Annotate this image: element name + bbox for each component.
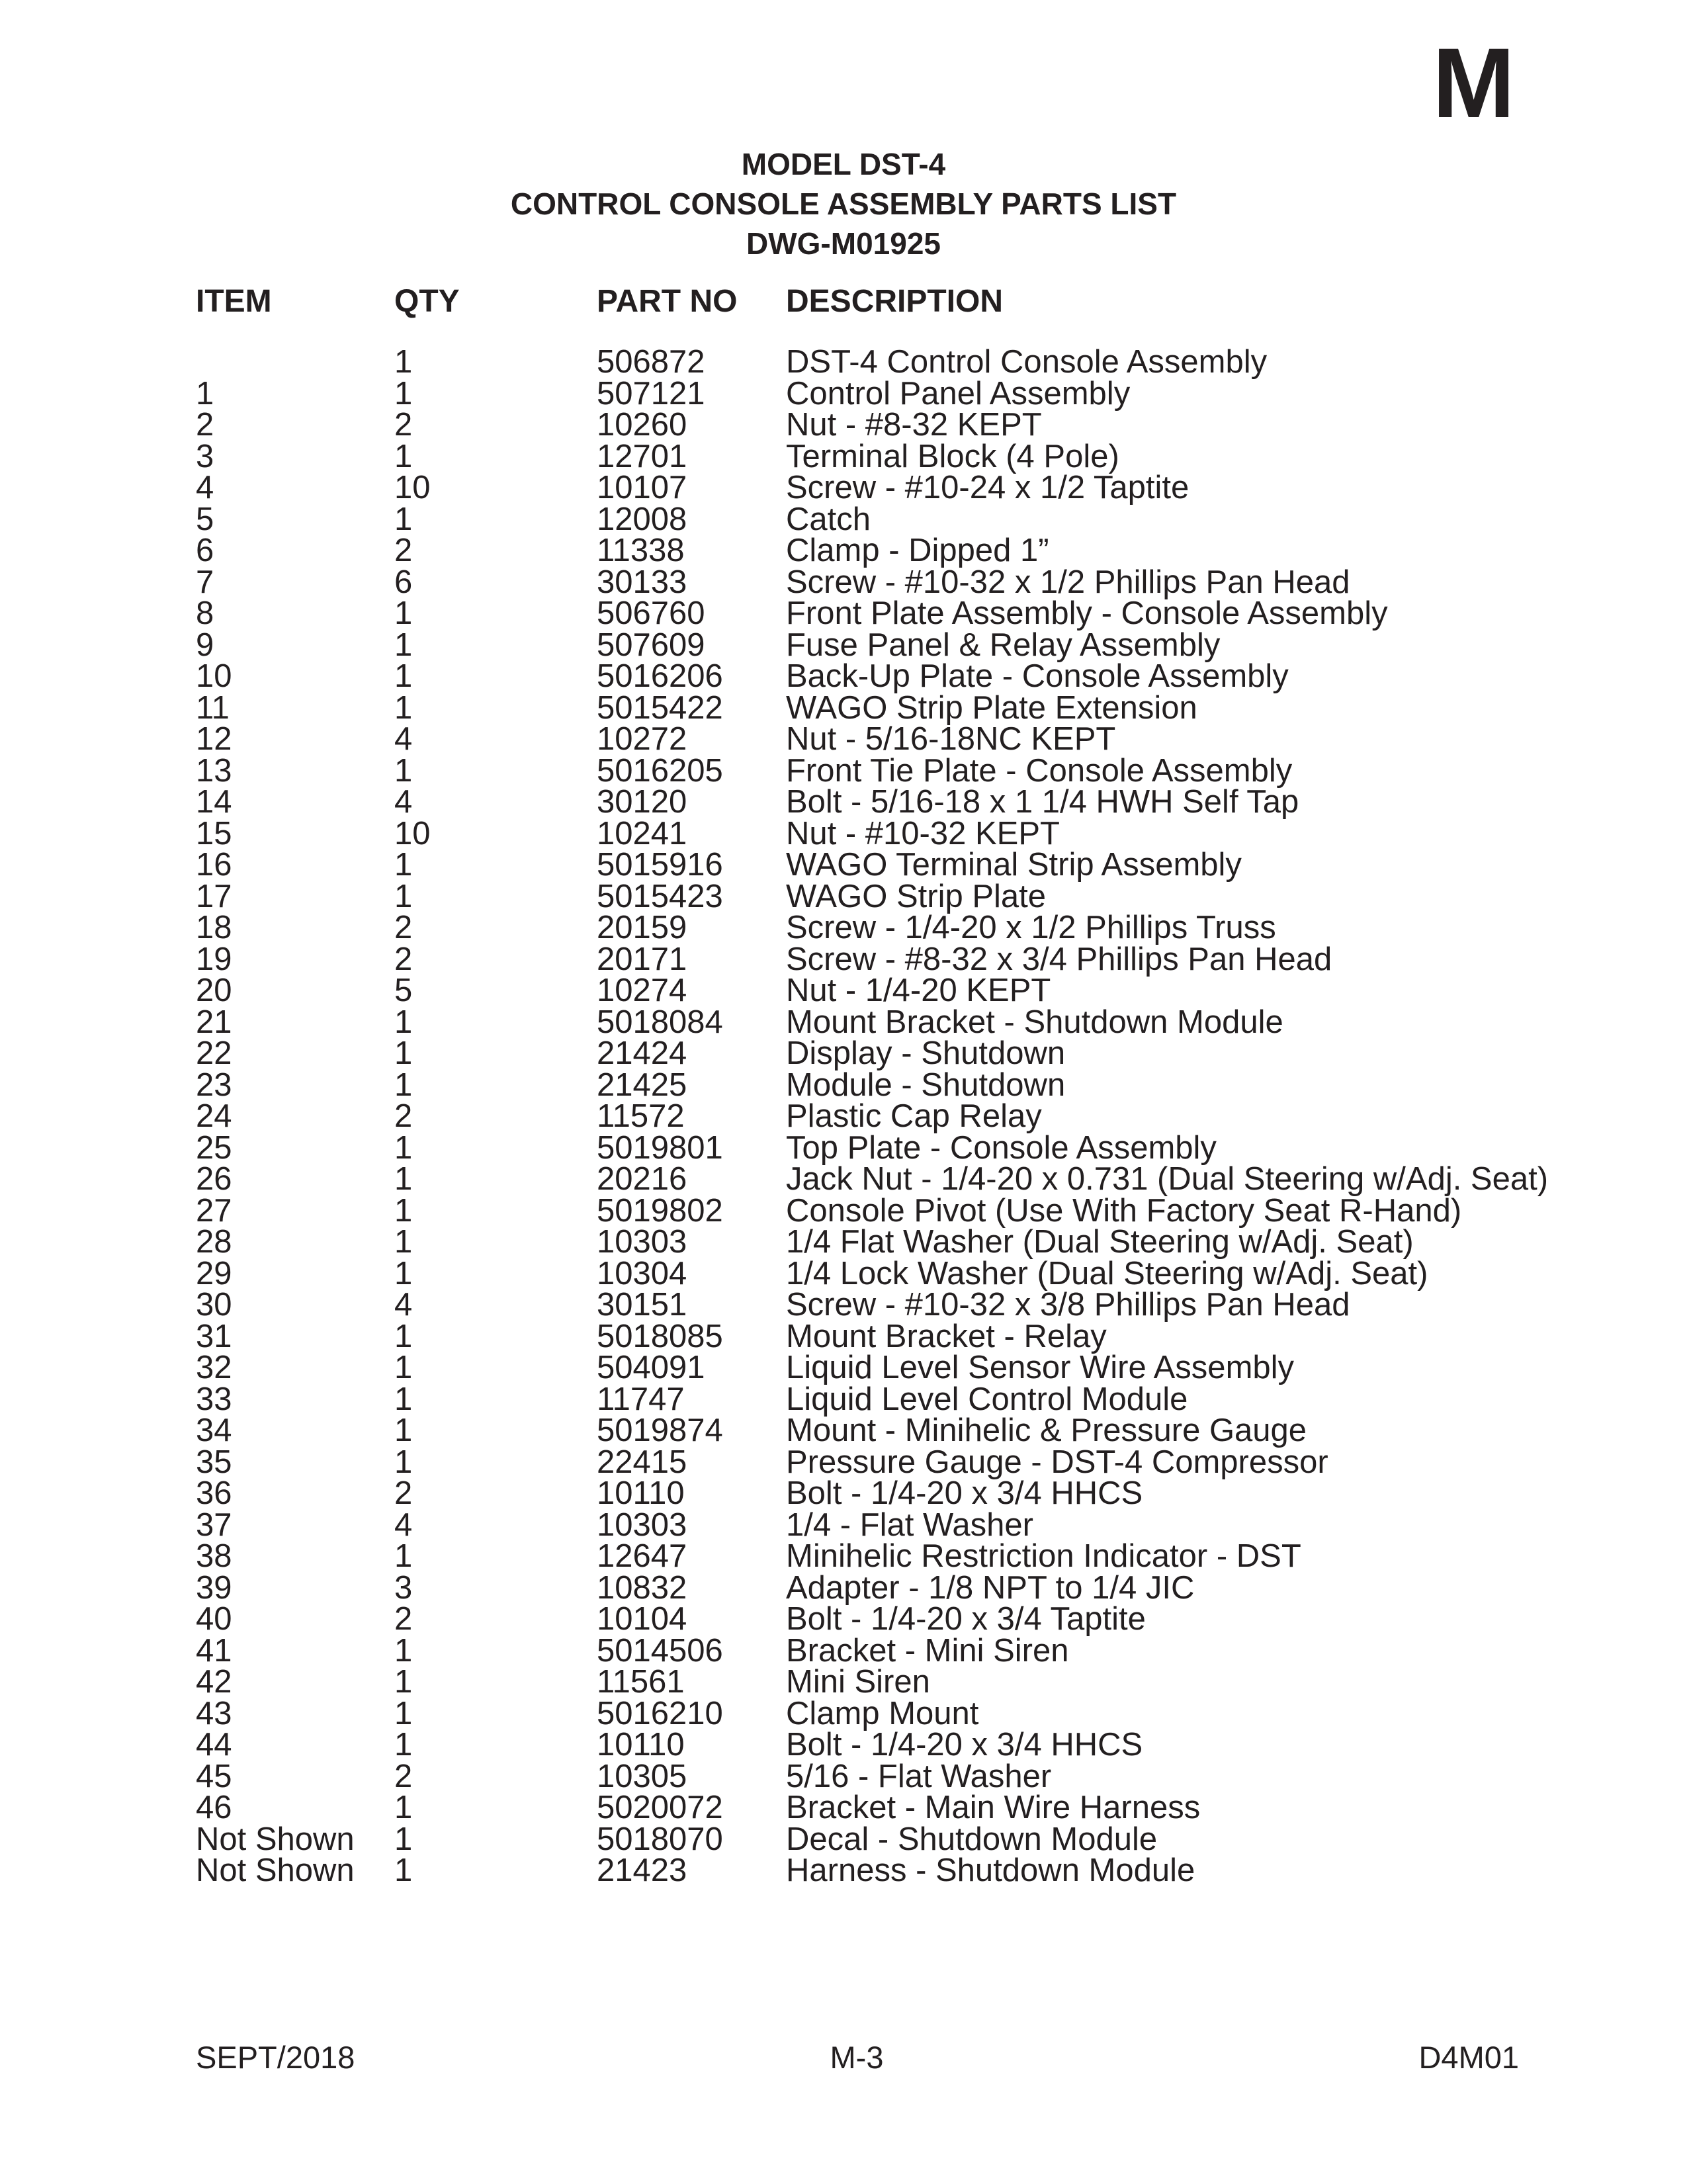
cell-qty: 10: [394, 470, 431, 505]
table-row: [196, 912, 1548, 944]
cell-qty: 2: [394, 910, 413, 945]
cell-qty: 6: [394, 564, 413, 600]
cell-item: 34: [196, 1413, 232, 1448]
cell-description: Bolt - 1/4-20 x 3/4 HHCS: [786, 1475, 1143, 1511]
cell-qty: 1: [394, 1413, 413, 1448]
cell-item: 10: [196, 658, 232, 694]
cell-description: Front Plate Assembly - Console Assembly: [786, 595, 1388, 631]
cell-qty: 2: [394, 1475, 413, 1511]
cell-qty: 3: [394, 1569, 413, 1606]
table-row: [196, 850, 1548, 881]
cell-part-no: 10107: [597, 470, 687, 505]
cell-qty: 1: [394, 1381, 413, 1417]
table-row: [196, 1855, 1548, 1887]
cell-description: Top Plate - Console Assembly: [786, 1129, 1217, 1166]
table-row: [196, 1007, 1548, 1039]
cell-qty: 4: [394, 784, 413, 820]
table-row: [196, 944, 1548, 976]
cell-part-no: 5015916: [597, 847, 723, 883]
cell-description: Nut - #8-32 KEPT: [786, 407, 1042, 443]
table-row: [196, 1101, 1548, 1133]
cell-part-no: 11572: [597, 1098, 685, 1134]
cell-description: Control Panel Assembly: [786, 375, 1131, 412]
parts-table-body: [196, 344, 1549, 1888]
cell-qty: 1: [394, 1192, 413, 1229]
cell-item: 44: [196, 1727, 232, 1763]
cell-description: Plastic Cap Relay: [786, 1098, 1042, 1134]
cell-qty: 5: [394, 973, 413, 1008]
table-row: [196, 1258, 1548, 1290]
table-row: [196, 1415, 1548, 1447]
cell-part-no: 5016206: [597, 658, 723, 694]
cell-description: 5/16 - Flat Washer: [786, 1758, 1052, 1794]
cell-description: Screw - #10-32 x 3/8 Phillips Pan Head: [786, 1287, 1350, 1323]
cell-part-no: 21425: [597, 1067, 687, 1103]
column-header-description: DESCRIPTION: [786, 284, 1004, 319]
cell-item: 21: [196, 1004, 232, 1040]
table-row: [196, 1729, 1548, 1761]
cell-part-no: 5015423: [597, 878, 723, 914]
cell-item: 8: [196, 595, 214, 631]
table-row: [196, 410, 1548, 441]
cell-item: 2: [196, 407, 214, 443]
cell-description: WAGO Terminal Strip Assembly: [786, 847, 1242, 883]
cell-item: 11: [196, 689, 230, 726]
table-row: [196, 1761, 1548, 1793]
cell-item: 24: [196, 1098, 232, 1134]
cell-description: 1/4 Flat Washer (Dual Steering w/Adj. Seat): [786, 1224, 1414, 1260]
table-row: [196, 724, 1548, 756]
cell-item: 5: [196, 501, 214, 537]
cell-qty: 1: [394, 1255, 413, 1291]
table-row: [196, 567, 1548, 599]
table-row: [196, 818, 1548, 850]
cell-qty: 1: [394, 1853, 413, 1888]
table-row: [196, 630, 1548, 662]
footer-page-number: M-3: [830, 2040, 884, 2075]
cell-part-no: 21424: [597, 1035, 687, 1071]
cell-part-no: 5019802: [597, 1192, 723, 1229]
cell-part-no: 5019874: [597, 1413, 723, 1448]
cell-description: Screw - #10-24 x 1/2 Taptite: [786, 470, 1190, 505]
table-row: [196, 1478, 1548, 1510]
cell-part-no: 5015422: [597, 689, 723, 726]
cell-item: 6: [196, 533, 214, 568]
cell-description: Mount - Minihelic & Pressure Gauge: [786, 1413, 1307, 1448]
cell-part-no: 20159: [597, 910, 687, 945]
cell-description: Minihelic Restriction Indicator - DST: [786, 1538, 1301, 1574]
cell-item: 14: [196, 784, 232, 820]
cell-item: 27: [196, 1192, 232, 1229]
drawing-number: DWG-M01925: [746, 226, 941, 261]
cell-part-no: 5016205: [597, 752, 723, 789]
cell-qty: 1: [394, 1035, 413, 1071]
section-letter: M: [1432, 27, 1515, 138]
cell-item: 45: [196, 1758, 232, 1794]
cell-qty: 2: [394, 407, 413, 443]
cell-item: 18: [196, 910, 232, 945]
cell-part-no: 11338: [597, 533, 685, 568]
table-row: [196, 1384, 1548, 1416]
cell-description: Screw - 1/4-20 x 1/2 Phillips Truss: [786, 910, 1276, 945]
cell-description: Liquid Level Sensor Wire Assembly: [786, 1350, 1295, 1385]
cell-description: Fuse Panel & Relay Assembly: [786, 627, 1221, 663]
cell-description: Nut - #10-32 KEPT: [786, 815, 1060, 852]
table-row: [196, 1698, 1548, 1730]
cell-part-no: 12647: [597, 1538, 687, 1574]
cell-item: 31: [196, 1318, 232, 1354]
table-row: [196, 1321, 1548, 1353]
cell-qty: 1: [394, 627, 413, 663]
cell-qty: 1: [394, 1444, 413, 1480]
table-row: [196, 661, 1548, 693]
cell-qty: 1: [394, 1129, 413, 1166]
cell-qty: 1: [394, 1350, 413, 1385]
cell-qty: 1: [394, 344, 413, 380]
table-row: [196, 441, 1548, 473]
cell-description: Nut - 1/4-20 KEPT: [786, 973, 1051, 1008]
cell-description: Clamp Mount: [786, 1695, 979, 1731]
cell-description: Mini Siren: [786, 1664, 930, 1700]
table-row: [196, 1447, 1548, 1479]
cell-item: 12: [196, 721, 232, 757]
cell-description: Decal - Shutdown Module: [786, 1821, 1158, 1857]
cell-item: 38: [196, 1538, 232, 1574]
table-row: [196, 1038, 1548, 1070]
cell-part-no: 10304: [597, 1255, 687, 1291]
cell-description: Jack Nut - 1/4-20 x 0.731 (Dual Steering w/Adj. Seat): [786, 1161, 1549, 1197]
cell-part-no: 5020072: [597, 1790, 723, 1825]
cell-part-no: 10241: [597, 815, 687, 852]
cell-item: 20: [196, 973, 232, 1008]
cell-description: Bracket - Mini Siren: [786, 1632, 1069, 1669]
cell-item: 41: [196, 1632, 232, 1669]
cell-item: 33: [196, 1381, 232, 1417]
cell-qty: 1: [394, 1727, 413, 1763]
cell-item: 23: [196, 1067, 232, 1103]
cell-description: Console Pivot (Use With Factory Seat R-Hand): [786, 1192, 1462, 1229]
table-row: [196, 1604, 1548, 1636]
cell-item: 29: [196, 1255, 232, 1291]
cell-qty: 4: [394, 1287, 413, 1323]
cell-part-no: 10110: [597, 1475, 685, 1511]
cell-item: 46: [196, 1790, 232, 1825]
cell-description: Liquid Level Control Module: [786, 1381, 1188, 1417]
parts-table: [196, 282, 1548, 1887]
cell-item: 36: [196, 1475, 232, 1511]
table-row: [196, 504, 1548, 536]
cell-part-no: 10104: [597, 1601, 687, 1637]
cell-description: Bolt - 1/4-20 x 3/4 HHCS: [786, 1727, 1143, 1763]
cell-qty: 1: [394, 1664, 413, 1700]
cell-item: 42: [196, 1664, 232, 1700]
table-row: [196, 1510, 1548, 1542]
table-row: [196, 1196, 1548, 1227]
cell-qty: 1: [394, 847, 413, 883]
cell-part-no: 10110: [597, 1727, 685, 1763]
cell-qty: 1: [394, 1538, 413, 1574]
cell-part-no: 12008: [597, 501, 687, 537]
cell-part-no: 11561: [597, 1664, 685, 1700]
cell-qty: 1: [394, 1161, 413, 1197]
cell-item: 25: [196, 1129, 232, 1166]
cell-description: Screw - #8-32 x 3/4 Phillips Pan Head: [786, 941, 1332, 977]
cell-qty: 1: [394, 1790, 413, 1825]
cell-qty: 1: [394, 501, 413, 537]
cell-qty: 1: [394, 1821, 413, 1857]
cell-description: Nut - 5/16-18NC KEPT: [786, 721, 1116, 757]
cell-qty: 2: [394, 533, 413, 568]
cell-item: 37: [196, 1507, 232, 1543]
cell-part-no: 507609: [597, 627, 705, 663]
cell-description: Module - Shutdown: [786, 1067, 1066, 1103]
cell-part-no: 12701: [597, 438, 687, 474]
table-row: [196, 1824, 1548, 1856]
cell-part-no: 506760: [597, 595, 705, 631]
cell-qty: 2: [394, 1098, 413, 1134]
cell-item: 32: [196, 1350, 232, 1385]
cell-description: Mount Bracket - Relay: [786, 1318, 1107, 1354]
cell-qty: 1: [394, 1224, 413, 1260]
table-row: [196, 347, 1548, 378]
table-row: [196, 598, 1548, 630]
cell-part-no: 20216: [597, 1161, 687, 1197]
cell-item: Not Shown: [196, 1821, 355, 1857]
cell-description: Back-Up Plate - Console Assembly: [786, 658, 1289, 694]
cell-description: Bolt - 1/4-20 x 3/4 Taptite: [786, 1601, 1146, 1637]
cell-part-no: 30151: [597, 1287, 687, 1323]
cell-description: 1/4 Lock Washer (Dual Steering w/Adj. Seat): [786, 1255, 1428, 1291]
cell-part-no: 21423: [597, 1853, 687, 1888]
table-row: [196, 1352, 1548, 1384]
cell-part-no: 5019801: [597, 1129, 723, 1166]
table-row: [196, 1667, 1548, 1698]
cell-item: 3: [196, 438, 214, 474]
cell-part-no: 5018070: [597, 1821, 723, 1857]
table-header-row: [196, 282, 1548, 347]
cell-qty: 1: [394, 375, 413, 412]
cell-description: Adapter - 1/8 NPT to 1/4 JIC: [786, 1569, 1195, 1606]
column-header-qty: QTY: [394, 284, 460, 319]
cell-description: Pressure Gauge - DST-4 Compressor: [786, 1444, 1328, 1480]
cell-item: 17: [196, 878, 232, 914]
cell-part-no: 506872: [597, 344, 705, 380]
cell-part-no: 5018085: [597, 1318, 723, 1354]
cell-qty: 1: [394, 752, 413, 789]
cell-qty: 1: [394, 1632, 413, 1669]
table-row: [196, 1227, 1548, 1258]
cell-qty: 4: [394, 721, 413, 757]
cell-part-no: 20171: [597, 941, 687, 977]
table-row: [196, 787, 1548, 818]
cell-part-no: 10303: [597, 1507, 687, 1543]
document-header: [0, 144, 1687, 263]
cell-item: 39: [196, 1569, 232, 1606]
cell-part-no: 11747: [597, 1381, 685, 1417]
table-row: [196, 1792, 1548, 1824]
table-row: [196, 1541, 1548, 1573]
model-title: MODEL DST-4: [741, 147, 946, 181]
cell-qty: 1: [394, 1004, 413, 1040]
cell-qty: 10: [394, 815, 431, 852]
cell-qty: 1: [394, 1318, 413, 1354]
cell-item: 40: [196, 1601, 232, 1637]
cell-qty: 1: [394, 658, 413, 694]
table-row: [196, 1636, 1548, 1667]
table-row: [196, 693, 1548, 724]
cell-description: Mount Bracket - Shutdown Module: [786, 1004, 1283, 1040]
cell-description: WAGO Strip Plate Extension: [786, 689, 1197, 726]
cell-qty: 1: [394, 689, 413, 726]
cell-description: WAGO Strip Plate: [786, 878, 1047, 914]
cell-part-no: 10260: [597, 407, 687, 443]
cell-qty: 1: [394, 1695, 413, 1731]
cell-part-no: 10272: [597, 721, 687, 757]
cell-description: DST-4 Control Console Assembly: [786, 344, 1268, 380]
column-header-part-no: PART NO: [597, 284, 738, 319]
table-row: [196, 975, 1548, 1007]
cell-item: 4: [196, 470, 214, 505]
table-row: [196, 535, 1548, 567]
cell-part-no: 504091: [597, 1350, 705, 1385]
cell-item: 15: [196, 815, 232, 852]
cell-part-no: 22415: [597, 1444, 687, 1480]
cell-description: Harness - Shutdown Module: [786, 1853, 1195, 1888]
cell-description: Display - Shutdown: [786, 1035, 1066, 1071]
cell-qty: 4: [394, 1507, 413, 1543]
cell-part-no: 507121: [597, 375, 705, 412]
table-row: [196, 1133, 1548, 1164]
table-row: [196, 1573, 1548, 1604]
cell-part-no: 5016210: [597, 1695, 723, 1731]
cell-part-no: 10303: [597, 1224, 687, 1260]
cell-qty: 1: [394, 595, 413, 631]
table-row: [196, 756, 1548, 787]
cell-description: Bolt - 5/16-18 x 1 1/4 HWH Self Tap: [786, 784, 1299, 820]
cell-item: 1: [196, 375, 214, 412]
footer-date: SEPT/2018: [196, 2040, 355, 2075]
cell-qty: 2: [394, 941, 413, 977]
cell-item: 22: [196, 1035, 232, 1071]
cell-item: Not Shown: [196, 1853, 355, 1888]
cell-item: 9: [196, 627, 214, 663]
cell-part-no: 10305: [597, 1758, 687, 1794]
cell-qty: 1: [394, 438, 413, 474]
cell-item: 7: [196, 564, 214, 600]
cell-item: 35: [196, 1444, 232, 1480]
cell-qty: 2: [394, 1758, 413, 1794]
table-row: [196, 1289, 1548, 1321]
cell-part-no: 30133: [597, 564, 687, 600]
cell-part-no: 5014506: [597, 1632, 723, 1669]
cell-qty: 2: [394, 1601, 413, 1637]
cell-item: [196, 347, 394, 378]
cell-description: 1/4 - Flat Washer: [786, 1507, 1033, 1543]
cell-description: Screw - #10-32 x 1/2 Phillips Pan Head: [786, 564, 1350, 600]
cell-part-no: 10274: [597, 973, 687, 1008]
table-row: [196, 472, 1548, 504]
cell-part-no: 30120: [597, 784, 687, 820]
table-row: [196, 1164, 1548, 1196]
cell-description: Clamp - Dipped 1”: [786, 533, 1049, 568]
cell-description: Bracket - Main Wire Harness: [786, 1790, 1201, 1825]
parts-list-title: CONTROL CONSOLE ASSEMBLY PARTS LIST: [510, 187, 1177, 221]
footer-doc-code: D4M01: [1418, 2040, 1519, 2075]
cell-qty: 1: [394, 1067, 413, 1103]
cell-part-no: 5018084: [597, 1004, 723, 1040]
cell-description: Front Tie Plate - Console Assembly: [786, 752, 1293, 789]
cell-qty: 1: [394, 878, 413, 914]
cell-description: Terminal Block (4 Pole): [786, 438, 1119, 474]
cell-item: 28: [196, 1224, 232, 1260]
column-header-item: ITEM: [196, 284, 272, 319]
cell-item: 30: [196, 1287, 232, 1323]
cell-item: 13: [196, 752, 232, 789]
table-row: [196, 1070, 1548, 1102]
table-row: [196, 378, 1548, 410]
cell-item: 19: [196, 941, 232, 977]
cell-item: 43: [196, 1695, 232, 1731]
cell-part-no: 10832: [597, 1569, 687, 1606]
cell-item: 16: [196, 847, 232, 883]
cell-description: Catch: [786, 501, 871, 537]
table-row: [196, 881, 1548, 913]
cell-item: 26: [196, 1161, 232, 1197]
